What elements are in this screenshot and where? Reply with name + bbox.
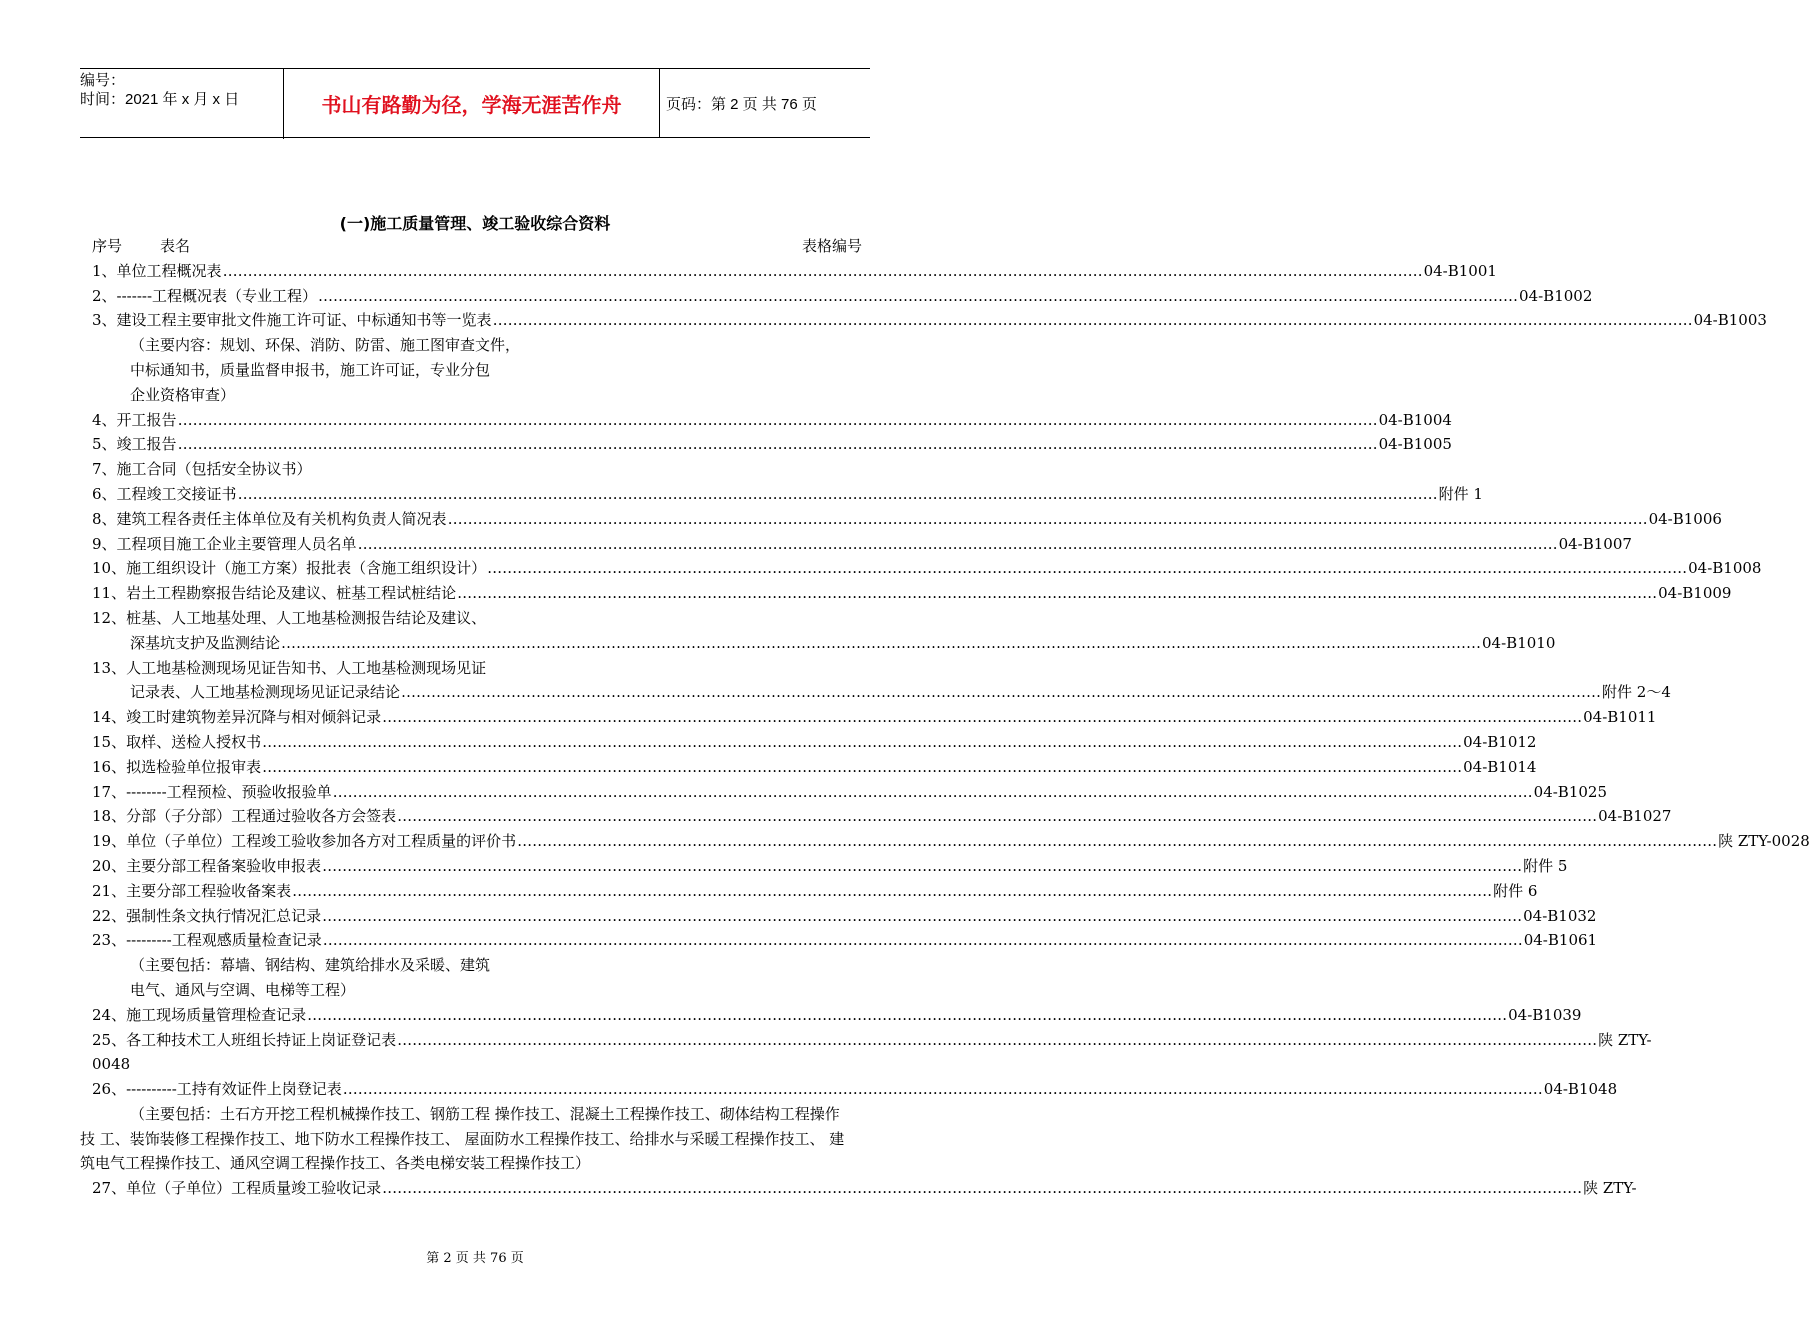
entry-note: （主要包括：幕墙、钢结构、建筑给排水及采暖、建筑	[130, 956, 491, 975]
entry-number: 20、	[92, 856, 127, 875]
entry-number: 21、	[92, 881, 127, 900]
column-code: 表格编号	[801, 237, 862, 255]
entry-label: 取样、送检人授权书	[126, 732, 262, 751]
list-item	[92, 581, 1732, 606]
entry-note: 电气、通风与空调、电梯等工程）	[130, 980, 356, 999]
entry-code: 04-B1061	[1523, 931, 1598, 950]
entry-number: 19、	[92, 832, 127, 851]
list-item	[92, 308, 1767, 333]
entry-number: 27、	[92, 1179, 127, 1198]
entry-label: 桩基、人工地基处理、人工地基检测报告结论及建议、	[126, 608, 487, 627]
entry-label: 工程项目施工企业主要管理人员名单	[116, 534, 357, 553]
leader-dots: ……………………………………………………………………………………………………………………………………………………………………………………………………………………	[487, 559, 1688, 578]
list-item	[92, 1028, 1652, 1053]
document-body	[80, 234, 1810, 1201]
list-item	[92, 408, 1452, 433]
leader-dots: ……………………………………………………………………………………………………………………………………………………………………………………………………………………	[292, 881, 1493, 900]
entry-number: 25、	[92, 1030, 127, 1049]
entry-code: 04-B1048	[1543, 1080, 1618, 1099]
document-date-label: 时间：2021 年 x 月 x 日	[80, 91, 240, 108]
entry-note: （主要内容：规划、环保、消防、防雷、施工图审查文件，	[130, 336, 521, 355]
entry-code: 04-B1001	[1423, 261, 1497, 280]
entry-label: --------工程预检、预验收报验单	[126, 782, 332, 801]
leader-dots: ……………………………………………………………………………………………………………………………………………………………………………………………………………………	[332, 782, 1533, 801]
entry-code: 04-B1003	[1693, 311, 1767, 330]
entry-code: 04-B1006	[1648, 509, 1722, 528]
entry-code: 04-B1011	[1583, 708, 1657, 727]
leader-dots: ……………………………………………………………………………………………………………………………………………………………………………………………………………………	[237, 484, 1438, 503]
entry-label: 主要分部工程备案验收申报表	[126, 856, 322, 875]
entry-code: 陕 ZTY-	[1598, 1030, 1652, 1049]
header-motto: 书山有路勤为径，学海无涯苦作舟	[284, 69, 660, 137]
list-item	[92, 457, 862, 482]
entry-number: 17、	[92, 782, 127, 801]
leader-dots: ……………………………………………………………………………………………………………………………………………………………………………………………………………………	[322, 906, 1523, 925]
entry-number: 6、	[92, 484, 117, 503]
entry-number: 11、	[92, 584, 127, 603]
entry-label: 单位工程概况表	[116, 261, 222, 280]
entry-number: 2、	[92, 286, 117, 305]
column-name: 表名	[160, 237, 191, 255]
list-item	[92, 904, 1597, 929]
entry-code: 04-B1039	[1508, 1005, 1582, 1024]
entry-code: 陕 ZTY-	[1583, 1179, 1637, 1198]
list-item	[92, 879, 1538, 904]
entry-number: 3、	[92, 311, 117, 330]
entry-26-details: （主要包括：土石方开挖工程机械操作技工、钢筋工程 操作技工、混凝土工程操作技工、砌体结构工程操作技 工、装饰装修工程操作技工、地下防水工程操作技工、 屋面防水工程操作技工、给排水与采暖工程操作技工、 建筑电气工程操作技工、通风空调工程操作技工、各类电梯安装工程操作技工）	[80, 1104, 845, 1173]
entry-label: 工程竣工交接证书	[116, 484, 237, 503]
list-item	[92, 656, 862, 681]
entry-code: 04-B1012	[1463, 732, 1537, 751]
entry-number: 24、	[92, 1005, 127, 1024]
list-item	[92, 1176, 1637, 1201]
list-item	[92, 755, 1537, 780]
list-item	[92, 606, 862, 631]
leader-dots: ……………………………………………………………………………………………………………………………………………………………………………………………………………………	[457, 584, 1658, 603]
entry-label: 建设工程主要审批文件施工许可证、中标通知书等一览表	[116, 311, 492, 330]
leader-dots: ……………………………………………………………………………………………………………………………………………………………………………………………………………………	[281, 633, 1482, 652]
leader-dots: ……………………………………………………………………………………………………………………………………………………………………………………………………………………	[397, 807, 1598, 826]
entry-label: 各工种技术工人班组长持证上岗证登记表	[126, 1030, 397, 1049]
list-item	[92, 507, 1722, 532]
list-item	[92, 482, 1483, 507]
leader-dots: ……………………………………………………………………………………………………………………………………………………………………………………………………………………	[382, 708, 1583, 727]
leader-dots: ……………………………………………………………………………………………………………………………………………………………………………………………………………………	[307, 1005, 1508, 1024]
list-item	[92, 928, 1598, 953]
entry-list	[92, 259, 1810, 1102]
entry-number: 22、	[92, 906, 127, 925]
list-item	[92, 1003, 1582, 1028]
leader-dots: ……………………………………………………………………………………………………………………………………………………………………………………………………………………	[177, 435, 1378, 454]
entry-number: 26、	[92, 1080, 127, 1099]
entry-label: 拟选检验单位报审表	[126, 757, 262, 776]
leader-dots: ……………………………………………………………………………………………………………………………………………………………………………………………………………………	[492, 311, 1693, 330]
leader-dots: ……………………………………………………………………………………………………………………………………………………………………………………………………………………	[222, 261, 1423, 280]
entry-number: 8、	[92, 509, 117, 528]
entry-number: 15、	[92, 732, 127, 751]
entry-code: 附件 1	[1438, 484, 1483, 503]
entry-label: 记录表、人工地基检测现场见证记录结论	[130, 683, 401, 702]
leader-dots: ……………………………………………………………………………………………………………………………………………………………………………………………………………………	[322, 856, 1523, 875]
entry-label: ---------工程观感质量检查记录	[126, 931, 322, 950]
list-item	[92, 804, 1672, 829]
leader-dots: ……………………………………………………………………………………………………………………………………………………………………………………………………………………	[177, 410, 1378, 429]
entry-code: 04-B1032	[1523, 906, 1597, 925]
leader-dots: ……………………………………………………………………………………………………………………………………………………………………………………………………………………	[357, 534, 1558, 553]
entry-label: 建筑工程各责任主体单位及有关机构负责人简况表	[116, 509, 447, 528]
entry-continuation: 0048	[92, 1055, 131, 1074]
header-page-label: 页码：第 2 页 共 76 页	[666, 95, 817, 113]
list-item	[92, 1077, 1618, 1102]
entry-label: 深基坑支护及监测结论	[130, 633, 281, 652]
entry-note: 企业资格审查）	[130, 385, 236, 404]
entry-number: 1、	[92, 261, 117, 280]
entry-code: 附件 6	[1493, 881, 1538, 900]
entry-label: 施工合同（包括安全协议书）	[116, 460, 312, 479]
page-footer: 第 2 页 共 76 页	[426, 1251, 524, 1266]
header-meta	[80, 69, 284, 139]
entry-label: 竣工时建筑物差异沉降与相对倾斜记录	[126, 708, 382, 727]
entry-label: 施工组织设计（施工方案）报批表（含施工组织设计）	[126, 559, 487, 578]
entry-label: ----------工持有效证件上岗登记表	[126, 1080, 342, 1099]
column-seq: 序号	[92, 237, 123, 255]
entry-code: 陕 ZTY-0028	[1718, 832, 1810, 851]
entry-code: 04-B1025	[1533, 782, 1608, 801]
entry-label: 主要分部工程验收备案表	[126, 881, 292, 900]
list-item	[92, 284, 1593, 309]
entry-number: 23、	[92, 931, 127, 950]
document-number-label: 编号：	[80, 72, 126, 89]
entry-label: -------工程概况表（专业工程）	[116, 286, 318, 305]
entry-number: 13、	[92, 658, 127, 677]
list-item	[92, 829, 1810, 854]
entry-code: 04-B1002	[1519, 286, 1593, 305]
entry-number: 16、	[92, 757, 127, 776]
list-item	[92, 730, 1537, 755]
entry-label: 竣工报告	[116, 435, 177, 454]
leader-dots: ……………………………………………………………………………………………………………………………………………………………………………………………………………………	[342, 1080, 1543, 1099]
leader-dots: ……………………………………………………………………………………………………………………………………………………………………………………………………………………	[447, 509, 1648, 528]
list-item	[92, 705, 1657, 730]
leader-dots: ……………………………………………………………………………………………………………………………………………………………………………………………………………………	[318, 286, 1519, 305]
entry-number: 14、	[92, 708, 127, 727]
list-item	[92, 631, 1556, 656]
leader-dots: ……………………………………………………………………………………………………………………………………………………………………………………………………………………	[401, 683, 1602, 702]
entry-code: 04-B1010	[1482, 633, 1556, 652]
list-item	[92, 780, 1608, 805]
entry-note: 中标通知书，质量监督申报书，施工许可证，专业分包	[130, 360, 491, 379]
page-header	[80, 68, 870, 138]
entry-code: 04-B1027	[1598, 807, 1672, 826]
entry-code: 04-B1014	[1463, 757, 1537, 776]
entry-label: 强制性条文执行情况汇总记录	[126, 906, 322, 925]
entry-number: 4、	[92, 410, 117, 429]
entry-code: 04-B1009	[1658, 584, 1732, 603]
list-item	[92, 854, 1568, 879]
entry-code: 04-B1005	[1378, 435, 1452, 454]
section-title: (一)施工质量管理、竣工验收综合资料	[339, 214, 611, 233]
entry-code: 04-B1007	[1558, 534, 1632, 553]
leader-dots: ……………………………………………………………………………………………………………………………………………………………………………………………………………………	[322, 931, 1523, 950]
leader-dots: ……………………………………………………………………………………………………………………………………………………………………………………………………………………	[382, 1179, 1583, 1198]
entry-number: 12、	[92, 608, 127, 627]
entry-label: 单位（子单位）工程竣工验收参加各方对工程质量的评价书	[126, 832, 517, 851]
leader-dots: ……………………………………………………………………………………………………………………………………………………………………………………………………………………	[262, 732, 1463, 751]
entry-label: 单位（子单位）工程质量竣工验收记录	[126, 1179, 382, 1198]
list-item	[92, 680, 1671, 705]
entry-label: 分部（子分部）工程通过验收各方会签表	[126, 807, 397, 826]
list-item	[92, 432, 1452, 457]
leader-dots: ……………………………………………………………………………………………………………………………………………………………………………………………………………………	[517, 832, 1718, 851]
entry-code: 04-B1008	[1688, 559, 1762, 578]
entry-code: 04-B1004	[1378, 410, 1452, 429]
entry-number: 18、	[92, 807, 127, 826]
entry-number: 7、	[92, 460, 117, 479]
entry-number: 10、	[92, 559, 127, 578]
entry-label: 岩土工程勘察报告结论及建议、桩基工程试桩结论	[126, 584, 457, 603]
list-item	[92, 259, 1497, 284]
leader-dots: ……………………………………………………………………………………………………………………………………………………………………………………………………………………	[262, 757, 1463, 776]
list-item	[92, 532, 1632, 557]
list-item	[92, 556, 1762, 581]
entry-label: 开工报告	[116, 410, 177, 429]
entry-label: 人工地基检测现场见证告知书、人工地基检测现场见证	[126, 658, 487, 677]
entry-code: 附件 5	[1523, 856, 1568, 875]
entry-label: 施工现场质量管理检查记录	[126, 1005, 307, 1024]
entry-number: 9、	[92, 534, 117, 553]
entry-code: 附件 2～4	[1602, 683, 1671, 702]
column-header-row	[92, 234, 862, 259]
entry-number: 5、	[92, 435, 117, 454]
leader-dots: ……………………………………………………………………………………………………………………………………………………………………………………………………………………	[397, 1030, 1598, 1049]
